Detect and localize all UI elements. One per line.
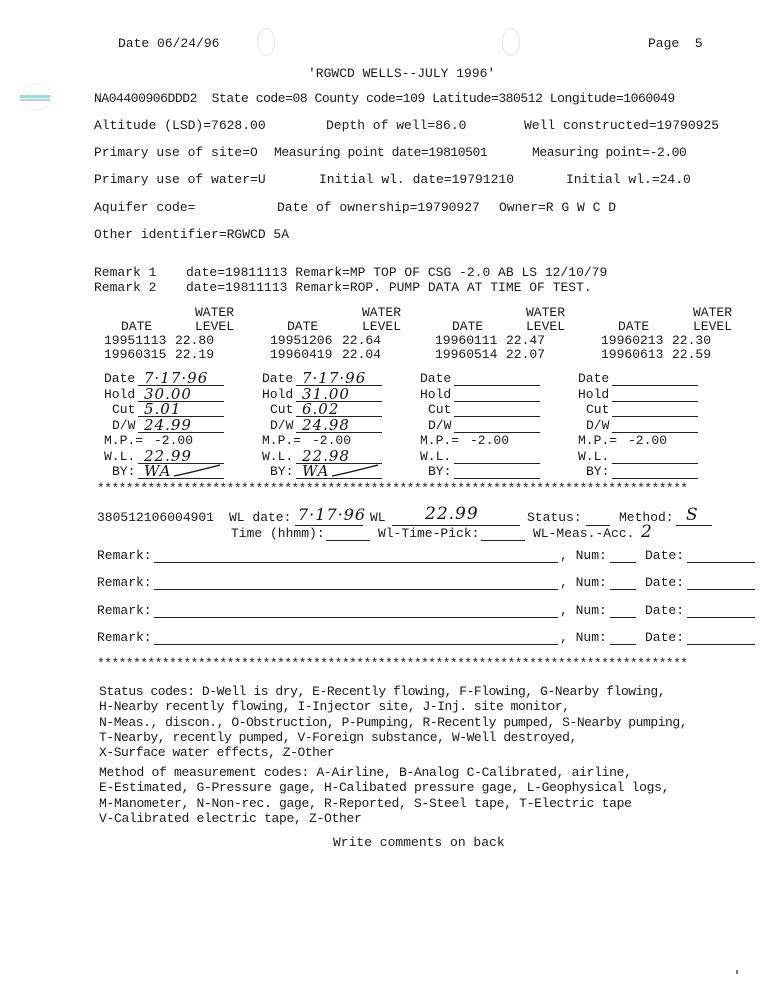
method-field[interactable]: [676, 525, 712, 526]
method-code-line: V-Calibrated electric tape, Z-Other: [99, 811, 362, 826]
method-label: Method:: [619, 510, 674, 525]
remark-date-label: Date:: [645, 548, 685, 563]
remark-date-field[interactable]: [687, 644, 755, 645]
aquifer-code: Aquifer code=: [94, 200, 196, 215]
remark-date-label: Date:: [645, 603, 685, 618]
remark-label: Remark:: [97, 575, 152, 590]
initial-wl: Initial wl.=24.0: [566, 172, 691, 187]
remark-date-field[interactable]: [687, 562, 755, 563]
table-cell-date: 19960419: [270, 347, 333, 362]
measure-mp-value: -2.00: [154, 433, 194, 448]
num-field[interactable]: [610, 644, 636, 645]
wl-label: WL: [370, 510, 386, 525]
measuring-point: Measuring point=-2.00: [532, 145, 687, 160]
table-cell-date: 19960514: [435, 347, 498, 362]
remark-field[interactable]: [154, 589, 558, 590]
method-code-line: M-Manometer, N-Non-rec. gage, R-Reported, S-Steel tape, T-Electric tape: [99, 796, 632, 811]
measure-label-hold: Hold: [262, 387, 294, 402]
measure-label-by: BY:: [428, 464, 452, 479]
column-header-water: WATER: [526, 305, 566, 320]
column-header-level: LEVEL: [526, 319, 566, 334]
table-cell-date: 19960213: [601, 333, 664, 348]
table-cell-level: 22.80: [175, 333, 215, 348]
measure-label-date: Date: [420, 371, 452, 386]
measure-handwritten-hold[interactable]: 30.00: [144, 385, 192, 403]
table-cell-level: 22.30: [672, 333, 712, 348]
remark-date-label: Date:: [645, 575, 685, 590]
time-field[interactable]: [326, 540, 370, 541]
site-id: 380512106004901: [97, 510, 215, 525]
column-header-date: DATE: [287, 319, 319, 334]
column-header-date: DATE: [121, 319, 153, 334]
measure-mp-value: -2.00: [312, 433, 352, 448]
column-header-level: LEVEL: [195, 319, 235, 334]
remark-label: Remark:: [97, 630, 152, 645]
highlighter-mark: [20, 95, 50, 98]
status-code-line: Status codes: D-Well is dry, E-Recently flowing, F-Flowing, G-Nearby flowing,: [99, 684, 666, 699]
status-code-line: T-Nearby, recently pumped, V-Foreign substance, W-Well destroyed,: [99, 730, 577, 745]
measure-handwritten-date[interactable]: 7·17·96: [302, 369, 367, 387]
table-cell-level: 22.07: [506, 347, 546, 362]
measure-field-date[interactable]: [454, 385, 540, 386]
time-label: Time (hhmm):: [231, 526, 325, 541]
status-code-line: N-Meas., discon., O-Obstruction, P-Pumping, R-Recently pumped, S-Nearby pumping,: [99, 715, 688, 730]
report-title: 'RGWCD WELLS--JULY 1996': [308, 66, 496, 81]
measure-handwritten-cut[interactable]: 5.01: [144, 400, 182, 418]
column-header-water: WATER: [195, 305, 235, 320]
remark-history-text: date=19811113 Remark=MP TOP OF CSG -2.0 AB LS 12/10/79: [186, 265, 608, 280]
table-cell-level: 22.59: [672, 347, 712, 362]
measure-field-hold[interactable]: [454, 401, 540, 402]
measure-label-by: BY:: [112, 464, 136, 479]
num-label: , Num:: [560, 603, 607, 618]
remark-field[interactable]: [154, 617, 558, 618]
separator-line: **********************************************************************************: [97, 656, 688, 671]
initial-wl-date: Initial wl. date=19791210: [319, 172, 515, 187]
measure-handwritten-dw[interactable]: 24.98: [302, 416, 350, 434]
wl-time-pick-field[interactable]: [481, 540, 525, 541]
remark-history-label: Remark 2: [94, 280, 157, 295]
status-label: Status:: [527, 510, 582, 525]
table-cell-date: 19960111: [435, 333, 498, 348]
measure-label-wl: W.L.: [262, 449, 294, 464]
well-constructed: Well constructed=19790925: [524, 118, 720, 133]
measure-label-wl: W.L.: [420, 449, 452, 464]
measure-handwritten-cut[interactable]: 6.02: [302, 400, 340, 418]
num-field[interactable]: [610, 589, 636, 590]
measure-label-dw: D/W: [586, 418, 610, 433]
remark-label: Remark:: [97, 603, 152, 618]
measure-label-mp: M.P.=: [104, 433, 144, 448]
punch-hole-mark: [257, 28, 275, 56]
num-field[interactable]: [610, 617, 636, 618]
page-number: Page 5: [648, 36, 703, 51]
primary-use-site: Primary use of site=O: [94, 145, 258, 160]
measure-label-hold: Hold: [578, 387, 610, 402]
wl-meas-acc-label: WL-Meas.-Acc.: [533, 526, 635, 541]
footer-note: Write comments on back: [333, 835, 505, 850]
depth-of-well: Depth of well=86.0: [326, 118, 467, 133]
table-cell-level: 22.04: [342, 347, 382, 362]
measure-handwritten-wl[interactable]: 22.98: [302, 447, 350, 465]
signature-stroke: [330, 464, 380, 478]
scan-speck: [736, 970, 738, 974]
measure-mp-value: -2.00: [628, 433, 668, 448]
measure-label-wl: W.L.: [578, 449, 610, 464]
punch-hole-mark: [502, 28, 520, 56]
wl-date-label: WL date:: [229, 510, 292, 525]
table-cell-date: 19951206: [270, 333, 333, 348]
column-header-date: DATE: [618, 319, 650, 334]
method-code-line: Method of measurement codes: A-Airline, B-Analog C-Calibrated, airline,: [99, 765, 632, 780]
separator-line: **********************************************************************************: [97, 481, 688, 496]
remark-date-label: Date:: [645, 630, 685, 645]
measure-label-cut: Cut: [270, 402, 294, 417]
measure-label-hold: Hold: [420, 387, 452, 402]
site-line-1: NA04400906DDD2 State code=08 County code=109 Latitude=380512 Longitude=1060049: [94, 91, 675, 106]
measure-label-dw: D/W: [270, 418, 294, 433]
remark-history-label: Remark 1: [94, 265, 157, 280]
remark-label: Remark:: [97, 548, 152, 563]
wl-time-pick-label: Wl-Time-Pick:: [378, 526, 480, 541]
num-field[interactable]: [610, 562, 636, 563]
measure-mp-value: -2.00: [470, 433, 510, 448]
table-cell-date: 19951113: [104, 333, 167, 348]
measure-field-by[interactable]: [454, 478, 540, 479]
measure-handwritten-date[interactable]: 7·17·96: [144, 369, 209, 387]
wl-handwritten[interactable]: 22.99: [425, 504, 479, 524]
remark-field[interactable]: [154, 562, 558, 563]
measure-field-cut[interactable]: [612, 416, 698, 417]
remark-date-field[interactable]: [687, 589, 755, 590]
measure-label-by: BY:: [586, 464, 610, 479]
other-identifier: Other identifier=RGWCD 5A: [94, 227, 290, 242]
report-date: Date 06/24/96: [118, 36, 220, 51]
primary-use-water: Primary use of water=U: [94, 172, 266, 187]
remark-date-field[interactable]: [687, 617, 755, 618]
initials-signature[interactable]: WA: [302, 462, 330, 480]
wl-meas-acc-handwritten[interactable]: 2: [641, 522, 653, 542]
measure-field-cut[interactable]: [454, 416, 540, 417]
column-header-water: WATER: [362, 305, 402, 320]
measure-field-wl[interactable]: [612, 463, 698, 464]
measure-field-by[interactable]: [612, 478, 698, 479]
remark-field[interactable]: [154, 644, 558, 645]
measure-label-dw: D/W: [112, 418, 136, 433]
method-code-line: E-Estimated, G-Pressure gage, H-Calibated pressure gage, L-Geophysical logs,: [99, 780, 670, 795]
wl-date-handwritten[interactable]: 7·17·96: [298, 505, 367, 524]
column-header-water: WATER: [693, 305, 733, 320]
table-cell-date: 19960315: [104, 347, 167, 362]
highlighter-mark: [20, 99, 50, 101]
measure-label-cut: Cut: [112, 402, 136, 417]
measure-field-date[interactable]: [612, 385, 698, 386]
measure-label-cut: Cut: [586, 402, 610, 417]
measure-field-wl[interactable]: [454, 463, 540, 464]
measure-handwritten-hold[interactable]: 31.00: [302, 385, 350, 403]
date-of-ownership: Date of ownership=19790927: [277, 200, 480, 215]
measure-label-date: Date: [262, 371, 294, 386]
num-label: , Num:: [560, 575, 607, 590]
measure-label-dw: D/W: [428, 418, 452, 433]
measure-field-hold[interactable]: [612, 401, 698, 402]
measure-label-mp: M.P.=: [262, 433, 302, 448]
table-cell-date: 19960613: [601, 347, 664, 362]
remark-history-text: date=19811113 Remark=ROP. PUMP DATA AT TIME OF TEST.: [186, 280, 592, 295]
method-handwritten[interactable]: S: [686, 505, 699, 525]
measure-label-hold: Hold: [104, 387, 136, 402]
table-cell-level: 22.19: [175, 347, 215, 362]
measure-handwritten-wl[interactable]: 22.99: [144, 447, 192, 465]
column-header-level: LEVEL: [362, 319, 402, 334]
status-code-line: H-Nearby recently flowing, I-Injector site, J-Inj. site monitor,: [99, 699, 570, 714]
table-cell-level: 22.47: [506, 333, 546, 348]
column-header-date: DATE: [452, 319, 484, 334]
signature-stroke: [172, 464, 222, 478]
measuring-point-date: Measuring point date=19810501: [274, 145, 488, 160]
altitude: Altitude (LSD)=7628.00: [94, 118, 266, 133]
num-label: , Num:: [560, 548, 607, 563]
measure-label-mp: M.P.=: [420, 433, 460, 448]
initials-signature[interactable]: WA: [144, 462, 172, 480]
measure-label-date: Date: [578, 371, 610, 386]
column-header-level: LEVEL: [693, 319, 733, 334]
num-label: , Num:: [560, 630, 607, 645]
measure-label-date: Date: [104, 371, 136, 386]
measure-label-mp: M.P.=: [578, 433, 618, 448]
table-cell-level: 22.64: [342, 333, 382, 348]
measure-label-by: BY:: [270, 464, 294, 479]
owner: Owner=R G W C D: [499, 200, 617, 215]
status-code-line: X-Surface water effects, Z-Other: [99, 745, 335, 760]
measure-label-cut: Cut: [428, 402, 452, 417]
measure-label-wl: W.L.: [104, 449, 136, 464]
measure-handwritten-dw[interactable]: 24.99: [144, 416, 192, 434]
